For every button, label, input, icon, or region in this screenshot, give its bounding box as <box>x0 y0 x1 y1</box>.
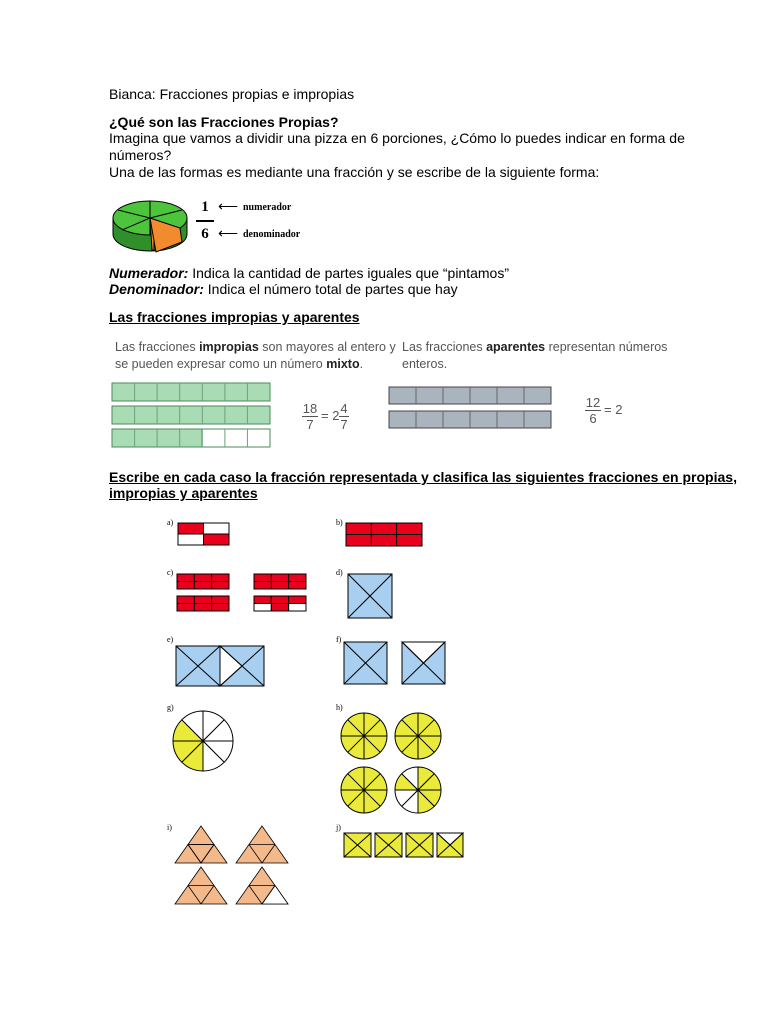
improper-description-line-1: Las fracciones impropias son mayores al entero y <box>115 340 396 354</box>
exercise-label-a: a) <box>167 518 174 527</box>
exercise-d-figure <box>348 574 394 620</box>
apparent-bars-figure <box>389 387 553 429</box>
pizza-illustration <box>110 190 190 260</box>
apparent-description-line-2: enteros. <box>402 357 448 371</box>
pizza-fraction-bar <box>196 220 214 222</box>
apparent-denominator: 6 <box>589 411 597 426</box>
exercise-j-figure <box>344 833 464 859</box>
apparent-description-line-1: Las fracciones aparentes representan números <box>402 340 668 354</box>
exercise-label-f: f) <box>336 635 342 644</box>
exercise-g-figure <box>171 709 235 773</box>
pizza-denominator: 6 <box>201 226 209 242</box>
improper-numerator: 18 <box>302 401 318 416</box>
exercise-h-figure <box>340 712 444 816</box>
intro-line-3: Una de las formas es mediante una fracción y se escribe de la siguiente forma: <box>109 164 600 180</box>
improper-mixed-denominator: 7 <box>340 417 348 432</box>
exercise-a-figure <box>178 523 230 546</box>
improper-denominator: 7 <box>306 417 314 432</box>
exercise-heading-line-1: Escribe en cada caso la fracción representada y clasifica las siguientes fracciones en propias, <box>109 469 737 485</box>
exercise-heading-line-2: impropias y aparentes <box>109 485 258 501</box>
pizza-numerator: 1 <box>201 199 209 215</box>
improper-description-line-2: se pueden expresar como un número mixto. <box>115 357 364 371</box>
intro-line-2: números? <box>109 147 172 163</box>
page-title: Bianca: Fracciones propias e impropias <box>109 86 355 102</box>
improper-equals: = 2 <box>321 408 340 423</box>
numerator-definition: Numerador: Indica la cantidad de partes iguales que “pintamos” <box>109 265 509 281</box>
exercise-b-figure <box>346 523 424 548</box>
exercise-e-figure <box>176 646 268 688</box>
exercise-c-figure <box>177 574 337 614</box>
numerator-label: numerador <box>243 202 292 213</box>
apparent-equals: = 2 <box>604 402 623 417</box>
exercise-label-b: b) <box>336 518 343 527</box>
exercise-label-h: h) <box>336 703 343 712</box>
exercise-label-c: c) <box>167 568 174 577</box>
exercise-label-i: i) <box>167 823 172 832</box>
exercise-label-j: j) <box>336 823 341 832</box>
denominator-definition: Denominador: Indica el número total de partes que hay <box>109 281 458 297</box>
apparent-numerator: 12 <box>585 395 601 410</box>
exercise-label-e: e) <box>167 635 174 644</box>
exercise-label-d: d) <box>336 568 343 577</box>
arrow-icon: ⟵ <box>218 200 239 215</box>
proper-fractions-heading: ¿Qué son las Fracciones Propias? <box>109 114 339 130</box>
exercise-i-figure <box>175 826 293 906</box>
exercise-f-figure <box>344 642 446 686</box>
denominator-label: denominador <box>243 229 301 240</box>
intro-line-1: Imagina que vamos a dividir una pizza en 6 porciones, ¿Cómo lo puedes indicar en forma de <box>109 130 685 146</box>
exercise-label-g: g) <box>167 703 174 712</box>
improper-apparent-heading: Las fracciones impropias y aparentes <box>109 309 360 325</box>
improper-bars-figure <box>112 383 272 447</box>
arrow-icon: ⟵ <box>218 227 239 242</box>
improper-mixed-numerator: 4 <box>340 401 348 416</box>
